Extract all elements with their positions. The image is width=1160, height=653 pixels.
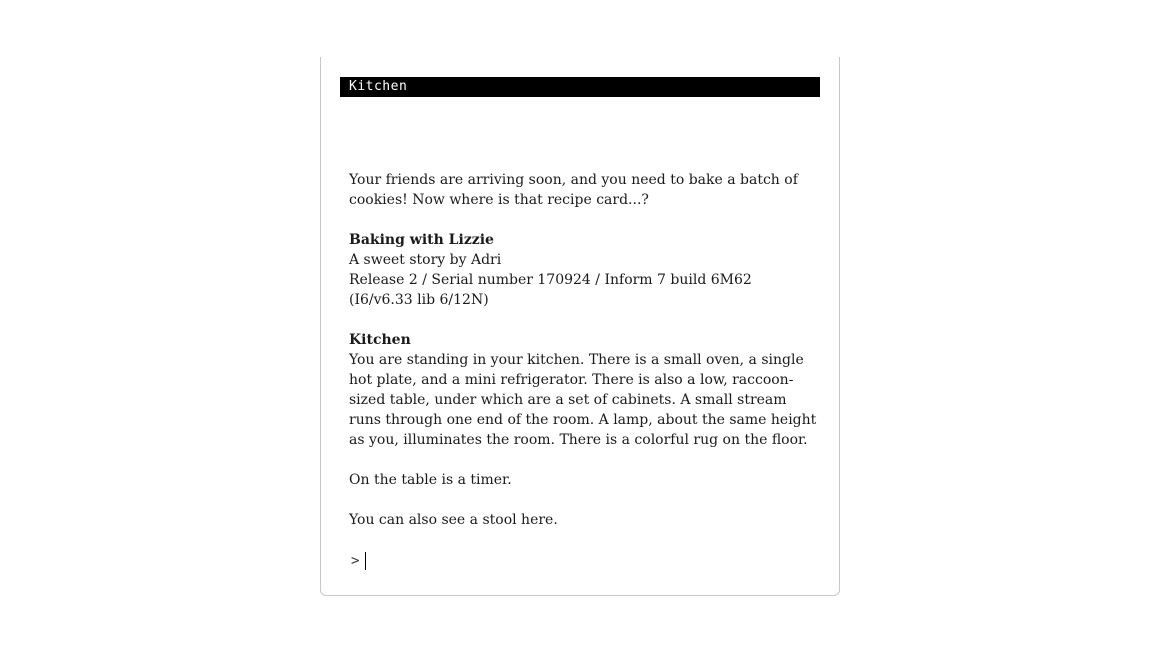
text-cursor [365,552,366,570]
table-contents: On the table is a timer. [349,472,512,488]
room-block [349,330,819,450]
status-bar [340,77,820,97]
command-prompt[interactable] [351,550,767,572]
title-block [349,230,819,310]
room-name: Kitchen [349,332,411,348]
status-location: Kitchen [349,79,408,94]
story-output [349,170,819,550]
story-byline: A sweet story by Adri [349,252,502,268]
intro-text: Your friends are arriving soon, and you need to bake a batch of cookies! Now where is that recipe card...? [349,172,798,208]
release-info: Release 2 / Serial number 170924 / Inform 7 build 6M62 (I6/v6.33 lib 6/12N) [349,272,752,308]
game-window [320,57,840,596]
prompt-symbol: > [351,553,360,569]
room-description: You are standing in your kitchen. There is a small oven, a single hot plate, and a mini refrigerator. There is also a low, raccoon-sized table, under which are a set of cabinets. A small stream runs through one end of the room. A lamp, about the same height as you, illuminates the room. There is a colorful rug on the floor. [349,352,817,448]
story-title: Baking with Lizzie [349,232,494,248]
command-input[interactable] [367,553,767,569]
also-see: You can also see a stool here. [349,512,558,528]
